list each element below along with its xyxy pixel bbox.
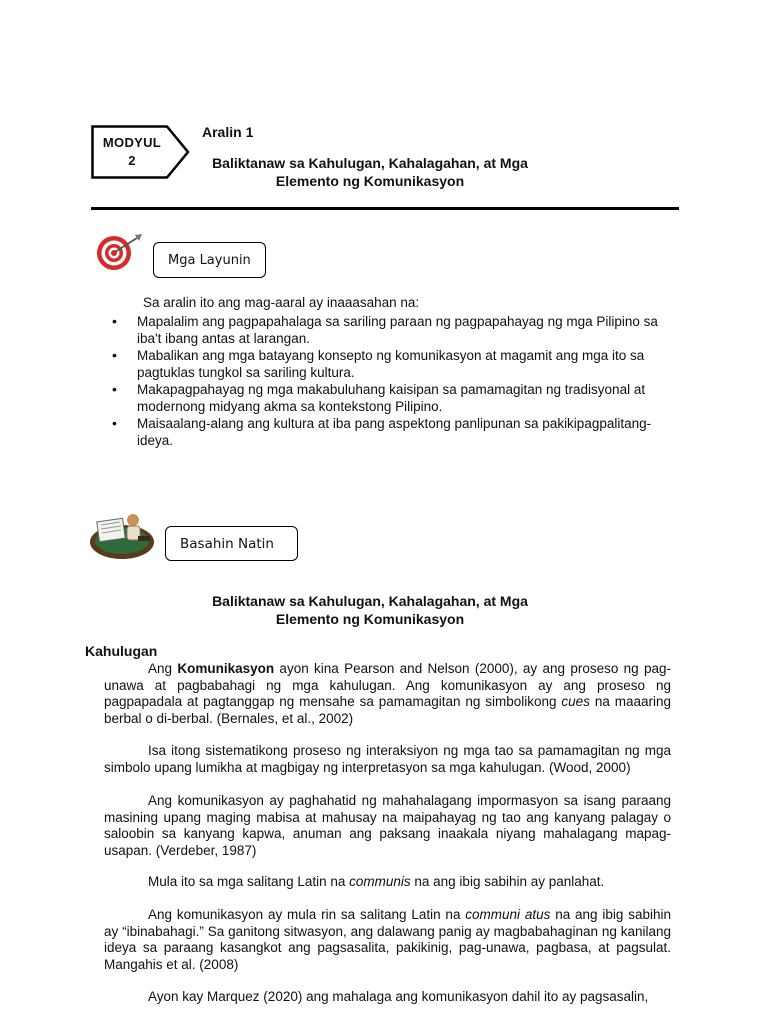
objective-item: • Makapagpahayag ng mga makabuluhang kaisipan sa pamamagitan ng tradisyonal at modernong midyang akma sa kontekstong Pilipino. [112, 381, 672, 415]
kahulugan-heading: Kahulugan [85, 643, 158, 659]
objective-item: • Maisaalang-alang ang kultura at iba pang aspektong panlipunan sa pakikipagpalitang-ideya. [112, 415, 672, 449]
lesson-title: Baliktanaw sa Kahulugan, Kahalagahan, at Mga Elemento ng Komunikasyon [212, 155, 528, 189]
paragraph-2: Isa itong sistematikong proseso ng interaksiyon ng mga tao sa pamamagitan ng mga simbolo upang lumikha at magbigay ng interpretasyon sa mga kahulugan. (Wood, 2000) [104, 743, 671, 775]
mga-layunin-badge: Mga Layunin [153, 242, 266, 278]
newspaper-reader-icon [88, 508, 156, 560]
header-divider [91, 207, 679, 210]
paragraph-6: Ayon kay Marquez (2020) ang mahalaga ang komunikasyon dahil ito ay pagsasalin, [148, 989, 649, 1004]
objective-item: • Mabalikan ang mga batayang konsepto ng komunikasyon at magamit ang mga ito sa pagtuklas tungkol sa sariling kultura. [112, 347, 672, 381]
reading-title: Baliktanaw sa Kahulugan, Kahalagahan, at Mga Elemento ng Komunikasyon [212, 593, 528, 627]
paragraph-1: Ang Komunikasyon ayon kina Pearson and Nelson (2000), ay ang proseso ng pag-unawa at pagbabahagi ng mga kahulugan. Ang komunikasyon ay ang proseso ng pagpapadala at pagtanggap ng mensahe sa pamamagitan ng simbolikong cues na maaaring berbal o di-berbal. (Bernales, et al., 2002) [104, 661, 672, 726]
paragraph-3: Ang komunikasyon ay paghahatid ng mahahalagang impormasyon sa isang paraang masining upang maging mabisa at mahusay na maipahayag ng tao ang kanyang palagay o saloobin sa kanyang kapwa, anuman ang paksang inaakala niyang mahalagang mapag-usapan. (Verdeber, 1987) [104, 793, 671, 858]
target-icon [88, 232, 144, 272]
objectives-intro: Sa aralin ito ang mag-aaral ay inaaasahan na: [143, 295, 420, 310]
objectives-list [112, 313, 672, 449]
objective-item: • Mapalalim ang pagpapahalaga sa sariling paraan ng pagpapahayag ng mga Pilipino sa iba't ibang antas at larangan. [112, 313, 672, 347]
paragraph-5: Ang komunikasyon ay mula rin sa salitang Latin na communi atus na ang ibig sabihin ay “ibinabahagi.” Sa ganitong sitwasyon, ang dalawang panig ay magbabahaginan ng kanilang ideya sa paraang kasangkot ang pagsasalita, pakikinig, pag-unawa, pagbasa, at pagsulat. Mangahis et al. (2008) [104, 907, 671, 972]
paragraph-4: Mula ito sa mga salitang Latin na communis na ang ibig sabihin ay panlahat. [148, 874, 605, 889]
basahin-natin-badge: Basahin Natin [165, 526, 298, 561]
aralin-label: Aralin 1 [202, 124, 254, 140]
modyul-label: MODYUL 2 [102, 135, 162, 168]
